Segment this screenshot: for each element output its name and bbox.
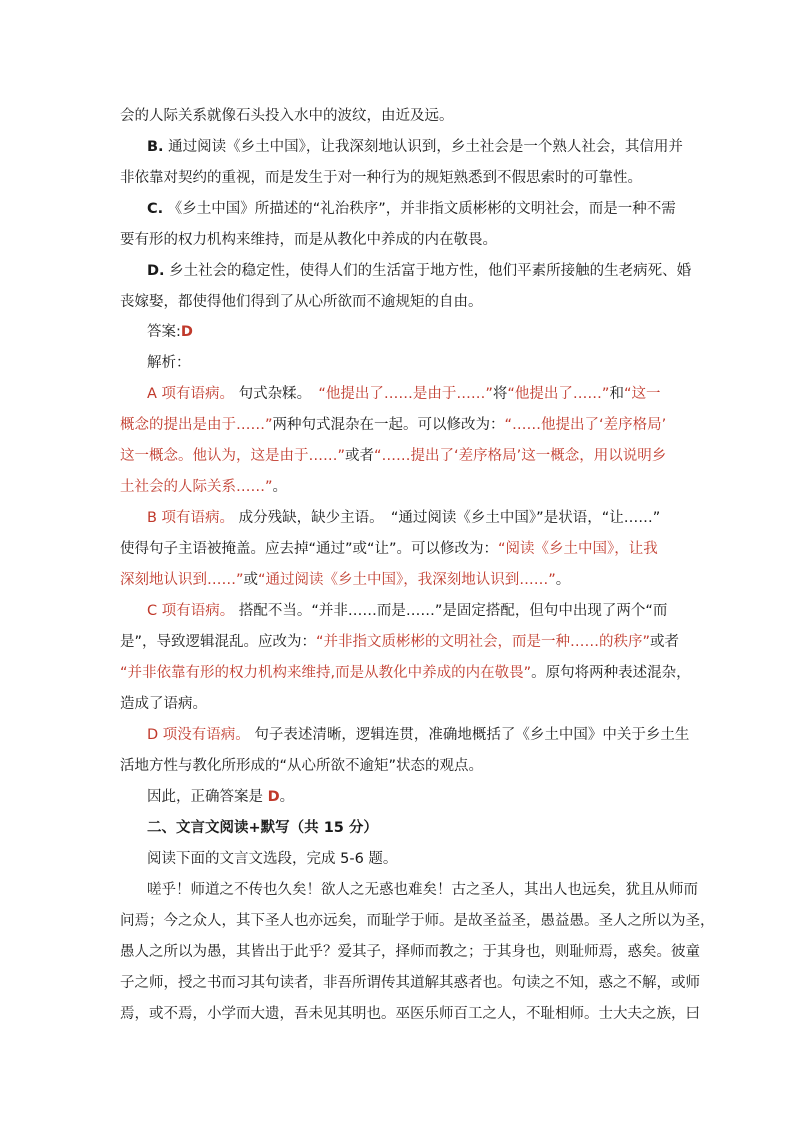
passage-line: 愚人之所以为愚，其皆出于此乎？爱其子，择师而教之；于其身也，则耻师焉，惑矣。彼童 bbox=[120, 944, 700, 960]
analysis-text: 搭配不当。“并非……而是……”是固定搭配，但句中出现了两个“而 bbox=[234, 603, 668, 619]
analysis-quote: “……他提出了‘差序格局’ bbox=[504, 417, 667, 433]
option-letter: B. bbox=[147, 139, 164, 155]
analysis-b-line3 bbox=[120, 565, 680, 596]
analysis-c-line2 bbox=[120, 627, 680, 658]
analysis-text: 成分残缺，缺少主语。 bbox=[234, 510, 377, 526]
section-instruction: 阅读下面的文言文选段，完成 5-6 题。 bbox=[147, 851, 398, 867]
analysis-a-line4 bbox=[120, 472, 680, 503]
question-options bbox=[120, 101, 692, 318]
analysis-a-line1 bbox=[120, 379, 680, 410]
analysis-text: 句子表述清晰，逻辑连贯，准确地概括了《乡土中国》中关于乡土生 bbox=[249, 727, 690, 743]
analysis-quote: 深刻地认识到……” bbox=[120, 572, 244, 588]
option-b bbox=[120, 132, 683, 163]
option-d bbox=[120, 256, 692, 287]
answer-value: D bbox=[180, 324, 193, 340]
analysis-quote: 这一概念。他认为，这是由于……” bbox=[120, 448, 346, 464]
analysis-text: “让……” bbox=[601, 510, 661, 526]
analysis-text: 或者 bbox=[345, 448, 375, 464]
analysis-text: 。 bbox=[272, 479, 288, 495]
option-b-cont: 非依靠对契约的重视，而是发生于对一种行为的规矩熟悉到不假思索时的可靠性。 bbox=[120, 170, 642, 186]
analysis-text: 句式杂糅。 bbox=[234, 386, 304, 402]
analysis-quote: “阅读《乡土中国》，让我 bbox=[498, 541, 658, 557]
analysis-quote: “他提出了……是由于……” bbox=[318, 386, 493, 402]
analysis-text: 使得句子主语被掩盖。应去掉“通过”或“让”。可以修改为： bbox=[120, 541, 499, 557]
analysis-quote: “并非指文质彬彬的文明社会，而是一种……的秩序” bbox=[316, 634, 651, 650]
analysis-quote: “……提出了‘差序格局’这一概念，用以说明乡 bbox=[374, 448, 667, 464]
option-text: 《乡土中国》所描述的“礼治秩序”，并非指文质彬彬的文明社会，而是一种不需 bbox=[163, 201, 676, 217]
analysis-text: “通过阅读《乡土中国》” bbox=[390, 510, 544, 526]
passage-line: 焉，或不焉，小学而大遗，吾未见其明也。巫医乐师百工之人，不耻相师。士大夫之族，曰 bbox=[120, 1006, 700, 1022]
conclusion-line bbox=[120, 782, 680, 813]
analysis-c-head: C 项有语病。 bbox=[147, 603, 235, 619]
answer-line bbox=[120, 317, 680, 348]
analysis-text: 是状语， bbox=[543, 510, 602, 526]
analysis-text: 。原句将两种表述混杂， bbox=[531, 665, 691, 681]
option-c-cont: 要有形的权力机构来维持，而是从教化中养成的内在敬畏。 bbox=[120, 232, 497, 248]
analysis-text: 将 bbox=[492, 386, 508, 402]
answer-label: 答案: bbox=[147, 324, 181, 340]
analysis-c-line3 bbox=[120, 658, 691, 689]
analysis-a-line2 bbox=[120, 410, 680, 441]
analysis-d-line2: 活地方性与教化所形成的“从心所欲不逾矩”状态的观点。 bbox=[120, 758, 484, 774]
analysis-c-line4: 造成了语病。 bbox=[120, 696, 207, 712]
analysis-label: 解析： bbox=[147, 355, 191, 371]
analysis-d-head: D 项没有语病。 bbox=[147, 727, 250, 743]
analysis-b-line1 bbox=[120, 503, 680, 534]
analysis-quote: “他提出了……” bbox=[507, 386, 610, 402]
conclusion-text: 因此，正确答案是 bbox=[147, 789, 268, 805]
text-line: 会的人际关系就像石头投入水中的波纹，由近及远。 bbox=[120, 108, 454, 124]
conclusion-answer: D bbox=[267, 789, 280, 805]
analysis-text: 是”，导致逻辑混乱。应改为： bbox=[120, 634, 317, 650]
option-c bbox=[120, 194, 680, 225]
analysis-quote: 概念的提出是由于……” bbox=[120, 417, 273, 433]
analysis-quote: “通过阅读《乡土中国》，我深刻地认识到……” bbox=[258, 572, 556, 588]
option-text: 乡土社会的稳定性，使得人们的生活富于地方性，他们平素所接触的生老病死、婚 bbox=[164, 263, 692, 279]
analysis-text: 或 bbox=[243, 572, 259, 588]
passage-line: 子之师，授之书而习其句读者，非吾所谓传其道解其惑者也。句读之不知，惑之不解，或师 bbox=[120, 975, 700, 991]
analysis-b-line2 bbox=[120, 534, 680, 565]
analysis-c-line1 bbox=[120, 596, 680, 627]
section-heading: 二、文言文阅读+默写（共 15 分） bbox=[147, 820, 378, 836]
analysis-d-line1 bbox=[120, 720, 690, 751]
analysis-b-head: B 项有语病。 bbox=[147, 510, 235, 526]
option-letter: D. bbox=[147, 263, 165, 279]
analysis-text: 。 bbox=[555, 572, 571, 588]
analysis-text: 两种句式混杂在一起。可以修改为： bbox=[272, 417, 505, 433]
conclusion-text: 。 bbox=[279, 789, 295, 805]
answer-analysis bbox=[120, 317, 715, 1030]
analysis-quote: “这一 bbox=[623, 386, 661, 402]
passage-line: 嗟乎！师道之不传也久矣！欲人之无惑也难矣！古之圣人，其出人也远矣，犹且从师而 bbox=[147, 882, 698, 898]
analysis-text: 和 bbox=[609, 386, 624, 402]
analysis-quote: 土社会的人际关系……” bbox=[120, 479, 273, 495]
passage-line: 问焉；今之众人，其下圣人也亦远矣，而耻学于师。是故圣益圣，愚益愚。圣人之所以为圣， bbox=[120, 913, 715, 929]
analysis-quote: “并非依靠有形的权力机构来维持,而是从教化中养成的内在敬畏” bbox=[120, 665, 532, 681]
option-text: 通过阅读《乡土中国》，让我深刻地认识到，乡土社会是一个熟人社会，其信用并 bbox=[163, 139, 683, 155]
analysis-text: 或者 bbox=[650, 634, 680, 650]
analysis-a-line3 bbox=[120, 441, 680, 472]
option-letter: C. bbox=[147, 201, 164, 217]
analysis-a-head: A 项有语病。 bbox=[147, 386, 235, 402]
option-d-cont: 丧嫁娶，都使得他们得到了从心所欲而不逾规矩的自由。 bbox=[120, 294, 483, 310]
